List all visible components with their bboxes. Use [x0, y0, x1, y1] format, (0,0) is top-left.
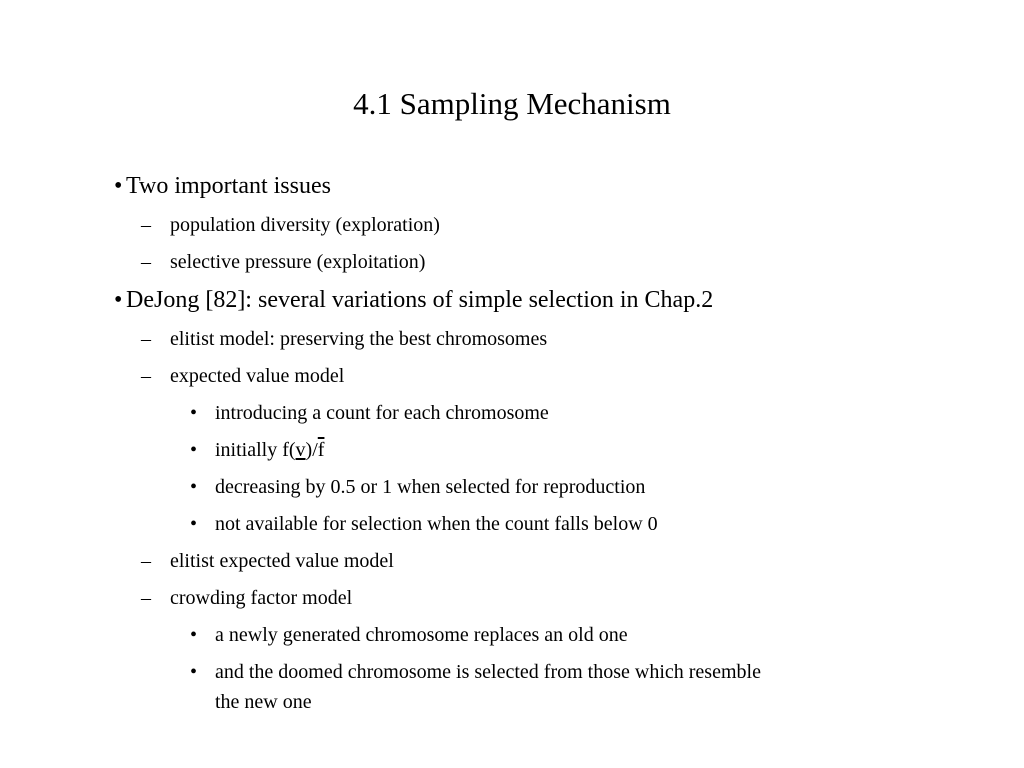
list-item-text: DeJong [82]: several variations of simple selection in Chap.2: [126, 287, 714, 313]
list-item-text: elitist model: preserving the best chromosomes: [170, 328, 548, 350]
dash-marker: –: [141, 365, 151, 387]
list-item-text: population diversity (exploration): [170, 214, 440, 236]
dash-marker: –: [141, 328, 151, 350]
bullet-marker: •: [190, 624, 198, 646]
bullet-marker: •: [114, 287, 123, 313]
list-item-text: the new one: [215, 691, 312, 713]
list-item-text: not available for selection when the count falls below 0: [215, 513, 658, 535]
formula-f-bar: $\overline{f}$: [317, 439, 325, 461]
dash-marker: –: [141, 587, 151, 609]
bullet-marker: •: [114, 173, 123, 199]
formula-v: v: [295, 439, 306, 461]
list-item-text: elitist expected value model: [170, 550, 394, 572]
list-item-text: selective pressure (exploitation): [170, 251, 426, 273]
bullet-marker: •: [190, 476, 198, 498]
list-item-text: Two important issues: [126, 173, 331, 199]
dash-marker: –: [141, 550, 151, 572]
bullet-marker: •: [190, 661, 198, 683]
list-item-text: expected value model: [170, 365, 345, 387]
bullet-marker: •: [190, 513, 198, 535]
list-item-text: [215, 437, 324, 463]
formula-mid: )/: [305, 439, 318, 461]
list-item-text: a newly generated chromosome replaces an old one: [215, 624, 628, 646]
list-item-text: and the doomed chromosome is selected from those which resemble: [215, 661, 761, 683]
bullet-marker: •: [190, 439, 198, 461]
list-item-text: introducing a count for each chromosome: [215, 402, 549, 424]
list-item-text: decreasing by 0.5 or 1 when selected for reproduction: [215, 476, 646, 498]
slide-title: 4.1 Sampling Mechanism: [353, 86, 671, 121]
list-item-text: crowding factor model: [170, 587, 353, 609]
dash-marker: –: [141, 251, 151, 273]
dash-marker: –: [141, 214, 151, 236]
bullet-marker: •: [190, 402, 198, 424]
formula-prefix: initially f(: [215, 439, 296, 461]
